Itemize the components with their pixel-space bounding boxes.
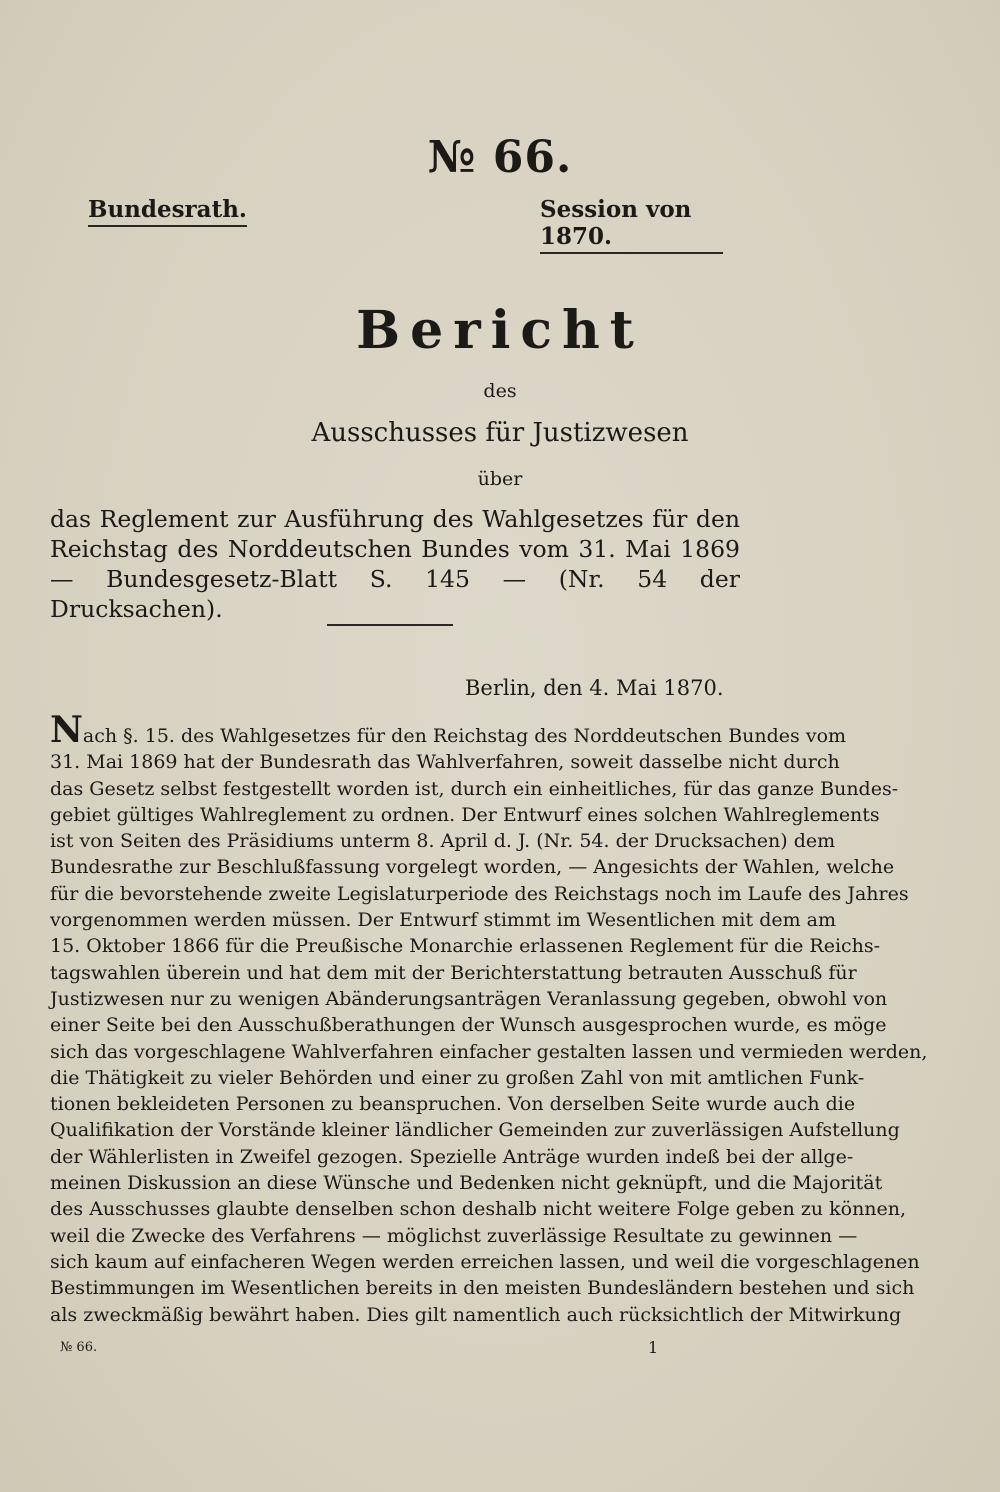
report-date: Berlin, den 4. Mai 1870. (465, 676, 724, 700)
report-subject: das Reglement zur Ausführung des Wahlgesetzes für den Reichstag des Norddeutschen Bundes vom 31. Mai 1869 — Bundesgesetz-Blatt S. 145 — (Nr. 54 der Drucksachen). (50, 505, 740, 623)
body-line: ist von Seiten des Präsidiums unterm 8. April d. J. (Nr. 54. der Drucksachen) dem (50, 830, 836, 853)
ueber-label: über (477, 468, 523, 490)
body-line: Nach §. 15. des Wahlgesetzes für den Reichstag des Norddeutschen Bundes vom (50, 709, 847, 751)
footer-number: № 66. (60, 1340, 98, 1355)
body-line: vorgenommen werden müssen. Der Entwurf stimmt im Wesentlichen mit dem am (50, 909, 836, 932)
separator-rule (327, 624, 453, 626)
body-line: Justizwesen nur zu wenigen Abänderungsanträgen Veranlassung gegeben, obwohl von (50, 987, 888, 1010)
body-line: Qualifikation der Vorstände kleiner ländlicher Gemeinden zur zuverlässigen Aufstellung (50, 1119, 900, 1142)
body-text (50, 709, 928, 1328)
drop-cap: N (50, 709, 83, 751)
body-line: die Thätigkeit zu vieler Behörden und einer zu großen Zahl von mit amtlichen Funk- (50, 1066, 865, 1089)
body-line: für die bevorstehende zweite Legislaturperiode des Reichstags noch im Laufe des Jahres (50, 882, 909, 905)
report-title: Bericht (356, 300, 644, 361)
header-session: Session von 1870. (540, 196, 723, 254)
committee-name: Ausschusses für Justizwesen (311, 418, 689, 448)
body-line: als zweckmäßig bewährt haben. Dies gilt namentlich auch rücksichtlich der Mitwirkung (50, 1303, 902, 1326)
body-line: des Ausschusses glaubte denselben schon deshalb nicht weitere Folge geben zu können, (50, 1198, 907, 1221)
body-line: sich kaum auf einfacheren Wegen werden erreichen lassen, und weil die vorgeschlagenen (50, 1250, 920, 1273)
des-label: des (483, 380, 517, 402)
body-line: meinen Diskussion an diese Wünsche und Bedenken nicht geknüpft, und die Majorität (50, 1172, 883, 1195)
document-number: № 66. (427, 132, 573, 183)
body-line: Bestimmungen im Wesentlichen bereits in den meisten Bundesländern bestehen und sich (50, 1277, 915, 1300)
body-line: 15. Oktober 1866 für die Preußische Monarchie erlassenen Reglement für die Reichs- (50, 935, 881, 958)
body-line: 31. Mai 1869 hat der Bundesrath das Wahlverfahren, soweit dasselbe nicht durch (50, 751, 840, 774)
footer-page-number: 1 (648, 1338, 659, 1357)
header-bundesrath: Bundesrath. (88, 196, 247, 227)
body-line: das Gesetz selbst festgestellt worden ist, durch ein einheitliches, für das ganze Bundes- (50, 777, 899, 800)
body-line: gebiet gültiges Wahlreglement zu ordnen. Der Entwurf eines solchen Wahlreglements (50, 803, 880, 826)
body-line: sich das vorgeschlagene Wahlverfahren einfacher gestalten lassen und vermieden werden, (50, 1040, 928, 1063)
body-line: einer Seite bei den Ausschußberathungen der Wunsch ausgesprochen wurde, es möge (50, 1014, 887, 1037)
body-line: weil die Zwecke des Verfahrens — möglichst zuverlässige Resultate zu gewinnen — (50, 1224, 858, 1247)
body-line: tionen bekleideten Personen zu beanspruchen. Von derselben Seite wurde auch die (50, 1093, 856, 1116)
body-line: der Wählerlisten in Zweifel gezogen. Spezielle Anträge wurden indeß bei der allge- (50, 1145, 854, 1168)
body-line: tagswahlen überein und hat dem mit der Berichterstattung betrauten Ausschuß für (50, 961, 857, 984)
body-line: Bundesrathe zur Beschlußfassung vorgelegt worden, — Angesichts der Wahlen, welche (50, 856, 895, 879)
